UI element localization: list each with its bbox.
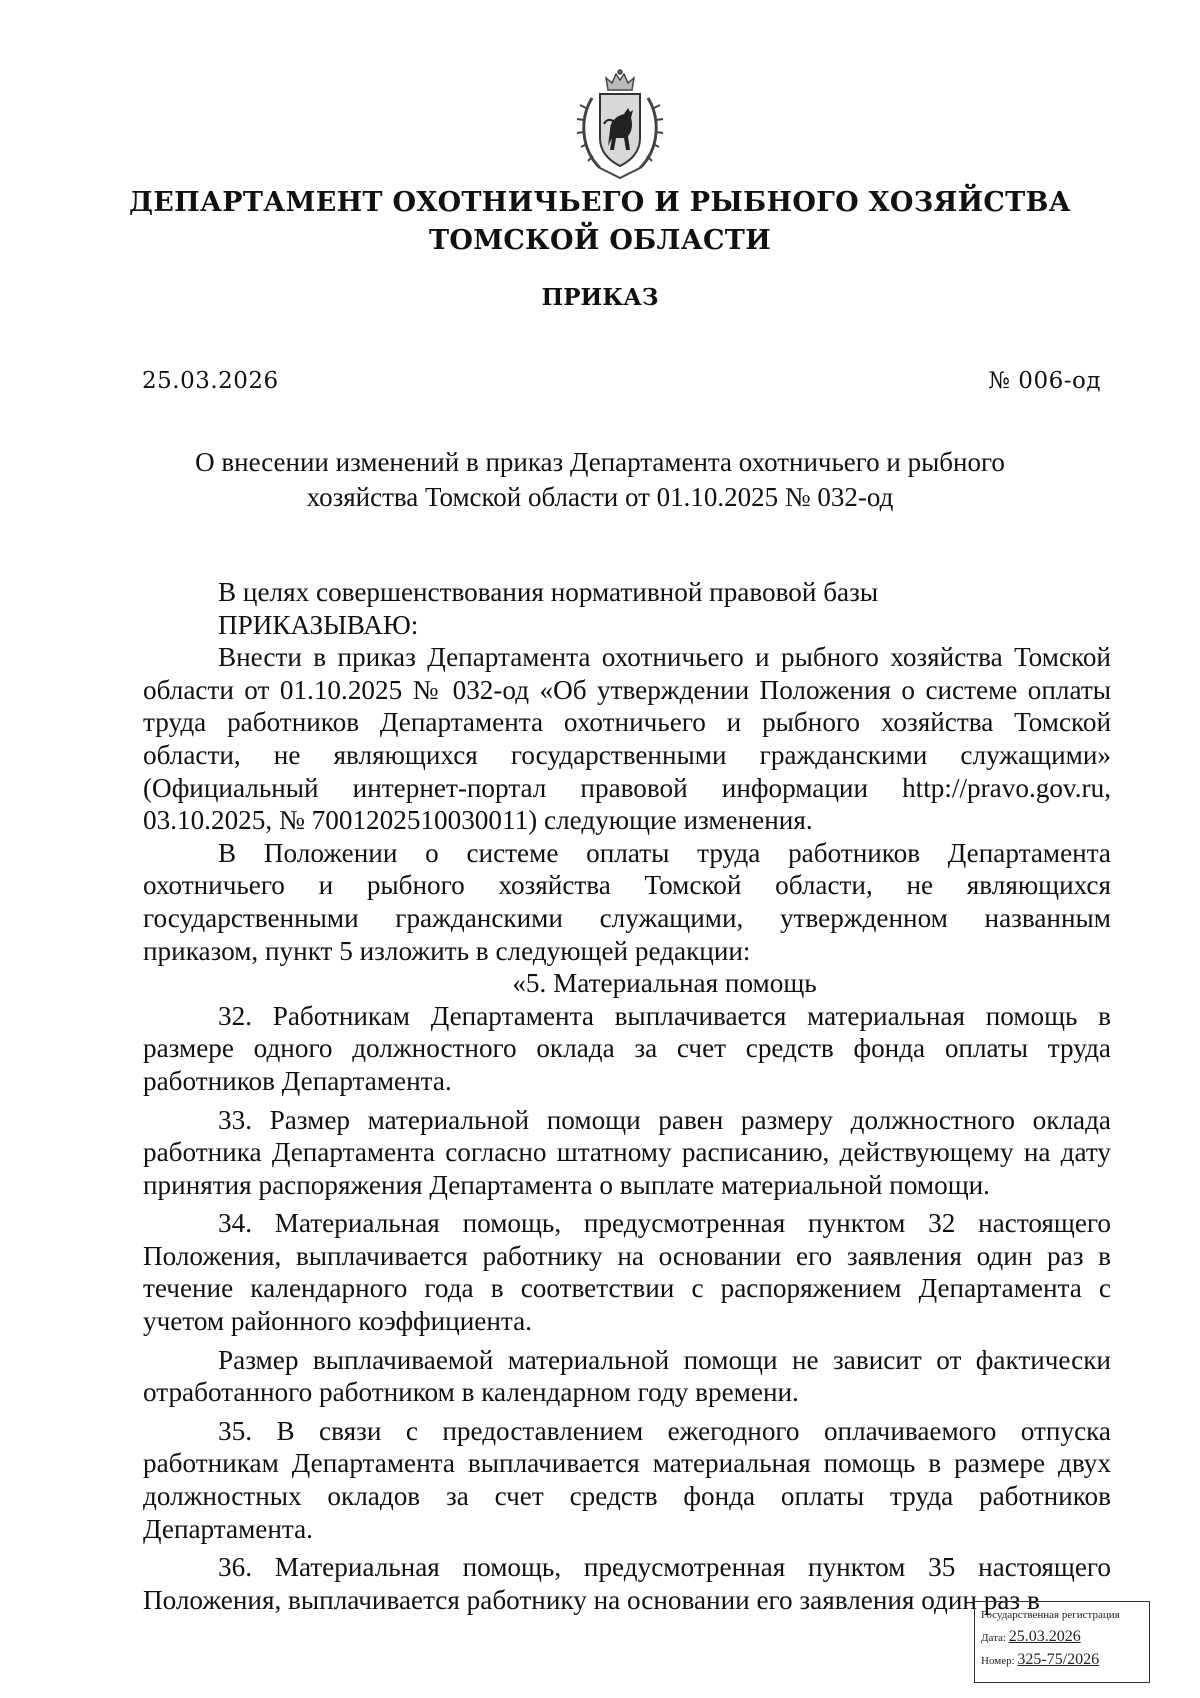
registration-stamp [974, 1601, 1150, 1683]
registration-date-label: Дата: [981, 1632, 1006, 1644]
order-body [143, 576, 1111, 1616]
registration-date-row [981, 1626, 1143, 1649]
paragraph-33: 33. Размер материальной помощи равен размеру должностного оклада работника Департамента согласно штатному расписанию, действующему на дату принятия распоряжения Департамента о выплате материальной помощи. [143, 1104, 1111, 1200]
department-name [0, 184, 1200, 260]
registration-number-row [981, 1649, 1143, 1672]
paragraph-34: 34. Материальная помощь, предусмотренная пунктом 32 настоящего Положения, выплачивается работнику на основании его заявления один раз в течение календарного года в соответствии с распоряжением Департамента с учетом районного коэффициента. [143, 1208, 1111, 1337]
paragraph-36: 36. Материальная помощь, предусмотренная пунктом 35 настоящего Положения, выплачивается работнику на основании его заявления один раз в [143, 1552, 1111, 1615]
paragraph-regulation: В Положении о системе оплаты труда работников Департамента охотничьего и рыбного хозяйства Томской области, не являющихся государственными гражданскими служащими, утвержденном названным приказом, пункт 5 изложить в следующей редакции: [143, 837, 1111, 966]
paragraph-34-note: Размер выплачиваемой материальной помощи не зависит от фактически отработанного работником в календарном году времени. [143, 1344, 1111, 1408]
registration-number-value: 325-75/2026 [1017, 1651, 1100, 1668]
order-subject [160, 445, 1040, 515]
paragraph-purpose: В целях совершенствования нормативной правовой базы [218, 577, 879, 607]
paragraph-amend: Внести в приказ Департамента охотничьего и рыбного хозяйства Томской области от 01.10.2025 № 032-од «Об утверждении Положения о системе оплаты труда работников Департамента охотничьего и рыбного хозяйства Томской области, не являющихся государственными гражданскими служащими» (Официальный интернет-портал правовой информации http://pravo.gov.ru, 03.10.2025, № 7001202510030011) следующие изменения. [143, 642, 1111, 836]
paragraph-order-word: ПРИКАЗЫВАЮ: [218, 609, 419, 640]
tomsk-coat-of-arms-icon [570, 68, 670, 180]
order-date: 25.03.2026 [142, 368, 279, 394]
order-number: № 006-од [988, 368, 1101, 394]
section-heading: «5. Материальная помощь [512, 968, 817, 999]
subject-line-1: О внесении изменений в приказ Департамента охотничьего и рыбного [195, 447, 1005, 477]
paragraph-32: 32. Работникам Департамента выплачивается материальная помощь в размере одного должностного оклада за счет средств фонда оплаты труда работников Департамента. [143, 1000, 1111, 1096]
department-line-2: ТОМСКОЙ ОБЛАСТИ [428, 225, 772, 256]
registration-title: Государственная регистрация [981, 1609, 1120, 1621]
department-line-1: ДЕПАРТАМЕНТ ОХОТНИЧЬЕГО И РЫБНОГО ХОЗЯЙСТВА [129, 187, 1071, 218]
registration-date-value: 25.03.2026 [1008, 1628, 1081, 1645]
registration-number-label: Номер: [981, 1655, 1015, 1667]
subject-line-2: хозяйства Томской области от 01.10.2025 № 032-од [306, 482, 894, 512]
paragraph-35: 35. В связи с предоставлением ежегодного оплачиваемого отпуска работникам Департамента выплачивается материальная помощь в размере двух должностных окладов за счет средств фонда оплаты труда работников Департамента. [143, 1415, 1111, 1544]
doc-type: ПРИКАЗ [541, 284, 659, 311]
